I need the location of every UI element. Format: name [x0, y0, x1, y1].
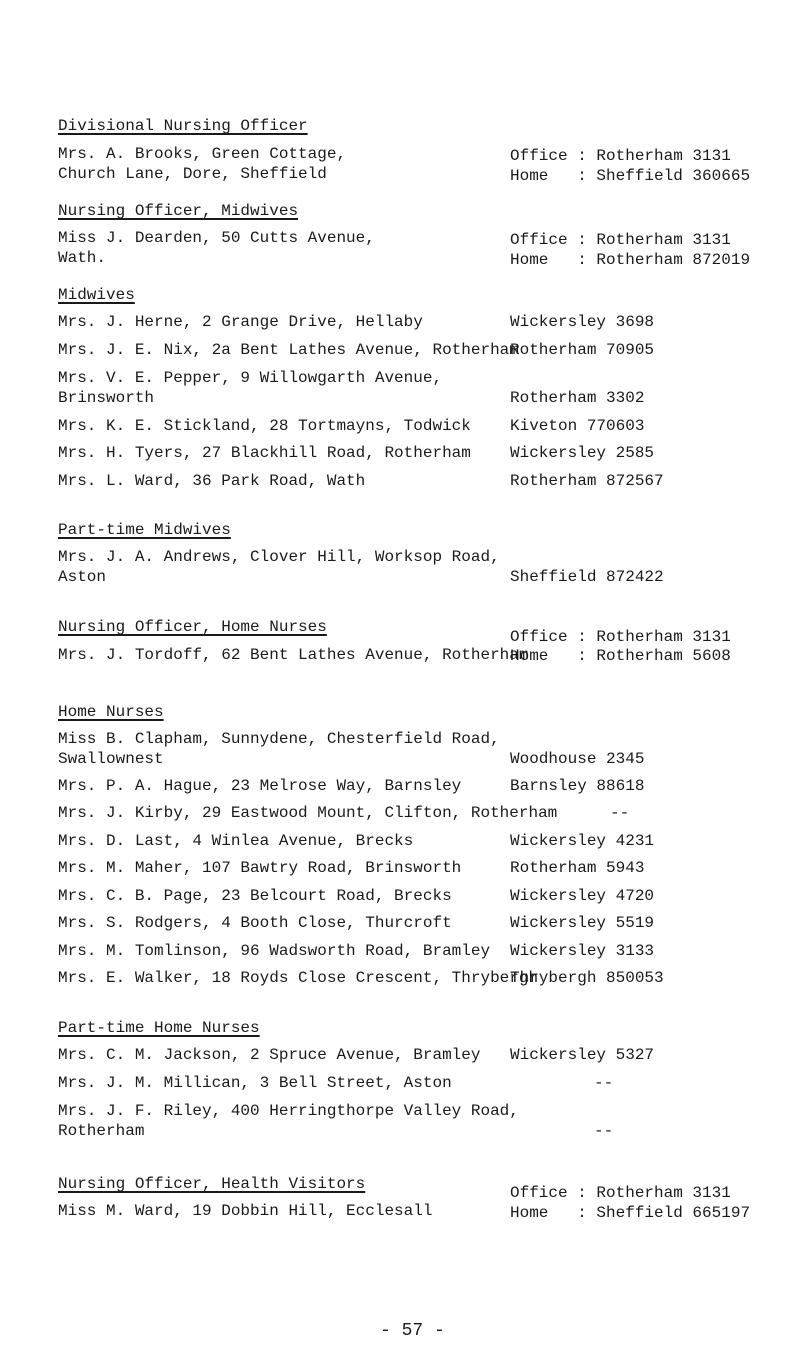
nursing-officer-health-visitors-office-phone: Office : Rotherham 3131 [510, 1184, 731, 1202]
part-time-home-nurse-phone: -- [594, 1074, 614, 1092]
part-time-midwife-phone: Sheffield 872422 [510, 568, 664, 586]
midwife-entry-name: Mrs. V. E. Pepper, 9 Willowgarth Avenue, [58, 369, 443, 387]
midwife-entry-name: Mrs. H. Tyers, 27 Blackhill Road, Rotherham [58, 444, 471, 462]
midwife-entry-phone: Rotherham 3302 [510, 389, 645, 407]
nursing-officer-home-nurses-office-phone: Office : Rotherham 3131 [510, 628, 731, 646]
home-nurse-entry-name: Mrs. E. Walker, 18 Royds Close Crescent, Thrybergh [58, 969, 539, 987]
home-nurse-entry-phone: Wickersley 4231 [510, 832, 655, 850]
nursing-officer-midwives-name: Miss J. Dearden, 50 Cutts Avenue, [58, 229, 375, 247]
part-time-midwives-heading: Part-time Midwives [58, 521, 231, 539]
home-nurse-entry-phone: -- [610, 804, 630, 822]
home-nurse-entry-name: Mrs. D. Last, 4 Winlea Avenue, Brecks [58, 832, 414, 850]
page-number: - 57 - [380, 1321, 445, 1341]
home-nurse-entry-name: Mrs. P. A. Hague, 23 Melrose Way, Barnsley [58, 777, 462, 795]
midwives-heading: Midwives [58, 286, 135, 304]
nursing-officer-health-visitors-heading: Nursing Officer, Health Visitors [58, 1175, 366, 1193]
midwife-entry-phone: Rotherham 872567 [510, 472, 664, 490]
part-time-home-nurse-name: Mrs. J. M. Millican, 3 Bell Street, Aston [58, 1074, 452, 1092]
divisional-nursing-officer-address: Church Lane, Dore, Sheffield [58, 165, 327, 183]
midwife-entry-phone: Rotherham 70905 [510, 341, 655, 359]
home-nurse-entry-name: Mrs. S. Rodgers, 4 Booth Close, Thurcroft [58, 914, 452, 932]
midwife-entry-name: Mrs. L. Ward, 36 Park Road, Wath [58, 472, 366, 490]
midwife-entry-address: Brinsworth [58, 389, 155, 407]
midwife-entry-name: Mrs. J. Herne, 2 Grange Drive, Hellaby [58, 313, 423, 331]
part-time-home-nurse-address: Rotherham [58, 1122, 145, 1140]
nursing-officer-home-nurses-home-phone: Home : Rotherham 5608 [510, 647, 731, 665]
nursing-officer-midwives-home-phone: Home : Rotherham 872019 [510, 251, 751, 269]
home-nurse-entry-phone: Rotherham 5943 [510, 859, 645, 877]
nursing-officer-health-visitors-home-phone: Home : Sheffield 665197 [510, 1204, 751, 1222]
home-nurse-entry-phone: Woodhouse 2345 [510, 750, 645, 768]
home-nurse-entry-name: Mrs. M. Maher, 107 Bawtry Road, Brinsworth [58, 859, 462, 877]
home-nurse-entry-phone: Wickersley 3133 [510, 942, 655, 960]
part-time-midwife-name: Mrs. J. A. Andrews, Clover Hill, Worksop Road, [58, 548, 500, 566]
part-time-home-nurse-phone: -- [594, 1122, 614, 1140]
nursing-officer-home-nurses-name: Mrs. J. Tordoff, 62 Bent Lathes Avenue, Rotherham [58, 646, 529, 664]
home-nurse-entry-phone: Wickersley 4720 [510, 887, 655, 905]
midwife-entry-phone: Wickersley 2585 [510, 444, 655, 462]
home-nurse-entry-phone: Wickersley 5519 [510, 914, 655, 932]
divisional-nursing-officer-name: Mrs. A. Brooks, Green Cottage, [58, 145, 347, 163]
divisional-nursing-officer-heading: Divisional Nursing Officer [58, 117, 308, 135]
midwife-entry-phone: Kiveton 770603 [510, 417, 645, 435]
part-time-home-nurse-phone: Wickersley 5327 [510, 1046, 655, 1064]
divisional-nursing-officer-office-phone: Office : Rotherham 3131 [510, 147, 731, 165]
midwife-entry-name: Mrs. J. E. Nix, 2a Bent Lathes Avenue, Rotherham [58, 341, 519, 359]
home-nurse-entry-name: Mrs. C. B. Page, 23 Belcourt Road, Brecks [58, 887, 452, 905]
midwife-entry-name: Mrs. K. E. Stickland, 28 Tortmayns, Todwick [58, 417, 471, 435]
part-time-home-nurses-heading: Part-time Home Nurses [58, 1019, 260, 1037]
part-time-midwife-address: Aston [58, 568, 107, 586]
nursing-officer-home-nurses-heading: Nursing Officer, Home Nurses [58, 618, 327, 636]
midwife-entry-phone: Wickersley 3698 [510, 313, 655, 331]
home-nurse-entry-phone: Barnsley 88618 [510, 777, 645, 795]
home-nurse-entry-address: Swallownest [58, 750, 164, 768]
nursing-officer-midwives-heading: Nursing Officer, Midwives [58, 202, 299, 220]
home-nurses-heading: Home Nurses [58, 703, 164, 721]
part-time-home-nurse-name: Mrs. C. M. Jackson, 2 Spruce Avenue, Bramley [58, 1046, 481, 1064]
nursing-officer-midwives-address: Wath. [58, 249, 107, 267]
nursing-officer-midwives-office-phone: Office : Rotherham 3131 [510, 231, 731, 249]
part-time-home-nurse-name: Mrs. J. F. Riley, 400 Herringthorpe Valley Road, [58, 1102, 519, 1120]
nursing-officer-health-visitors-name: Miss M. Ward, 19 Dobbin Hill, Ecclesall [58, 1202, 433, 1220]
home-nurse-entry-name: Mrs. J. Kirby, 29 Eastwood Mount, Clifton, Rotherham [58, 804, 558, 822]
divisional-nursing-officer-home-phone: Home : Sheffield 360665 [510, 167, 751, 185]
home-nurse-entry-name: Mrs. M. Tomlinson, 96 Wadsworth Road, Bramley [58, 942, 491, 960]
home-nurse-entry-name: Miss B. Clapham, Sunnydene, Chesterfield Road, [58, 730, 500, 748]
home-nurse-entry-phone: Thrybergh 850053 [510, 969, 664, 987]
